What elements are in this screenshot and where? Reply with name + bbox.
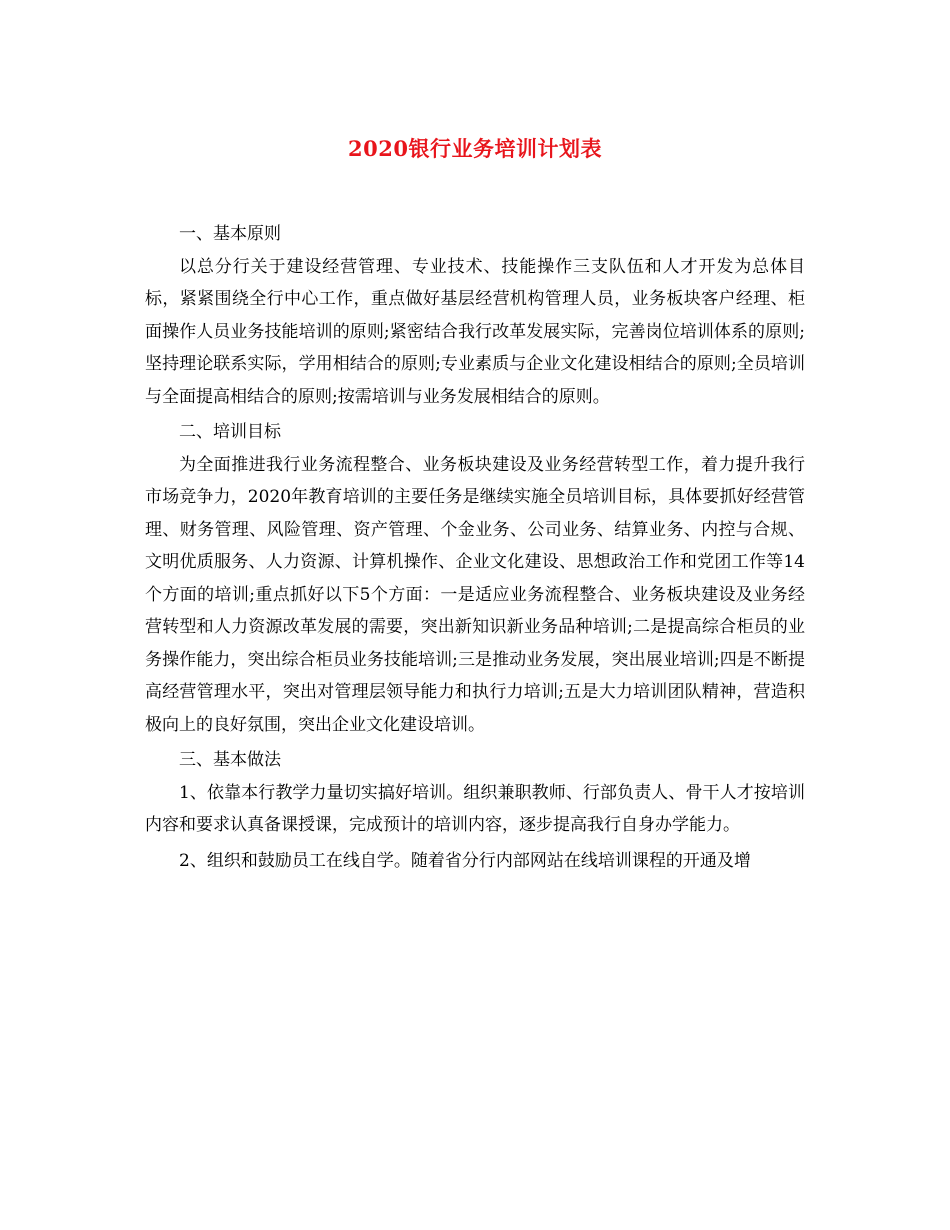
section-heading: 三、基本做法: [179, 750, 281, 770]
section-heading: 二、培训目标: [179, 422, 281, 442]
document-body: [145, 218, 805, 880]
paragraph: 为全面推进我行业务流程整合、业务板块建设及业务经营转型工作，着力提升我行市场竞争力，2020年教育培训的主要任务是继续实施全员培训目标，具体要抓好经营管理、财务管理、风险管理、资产管理、个金业务、公司业务、结算业务、内控与合规、文明优质服务、人力资源、计算机操作、企业文化建设、思想政治工作和党团工作等14个方面的培训;重点抓好以下5个方面：一是适应业务流程整合、业务板块建设及业务经营转型和人力资源改革发展的需要，突出新知识新业务品种培训;二是提高综合柜员的业务操作能力，突出综合柜员业务技能培训;三是推动业务发展，突出展业培训;四是不断提高经营管理水平，突出对管理层领导能力和执行力培训;五是大力培训团队精神，营造积极向上的良好氛围，突出企业文化建设培训。: [145, 454, 805, 735]
document-title: 2020银行业务培训计划表: [348, 136, 602, 161]
section-heading: 一、基本原则: [179, 224, 281, 244]
paragraph: 以总分行关于建设经营管理、专业技术、技能操作三支队伍和人才开发为总体目标，紧紧围绕全行中心工作，重点做好基层经营机构管理人员，业务板块客户经理、柜面操作人员业务技能培训的原则;紧密结合我行改革发展实际，完善岗位培训体系的原则;坚持理论联系实际，学用相结合的原则;专业素质与企业文化建设相结合的原则;全员培训与全面提高相结合的原则;按需培训与业务发展相结合的原则。: [145, 256, 805, 407]
paragraph: 1、依靠本行教学力量切实搞好培训。组织兼职教师、行部负责人、骨干人才按培训内容和要求认真备课授课，完成预计的培训内容，逐步提高我行自身办学能力。: [145, 782, 805, 835]
paragraph: 2、组织和鼓励员工在线自学。随着省分行内部网站在线培训课程的开通及增: [179, 850, 751, 871]
